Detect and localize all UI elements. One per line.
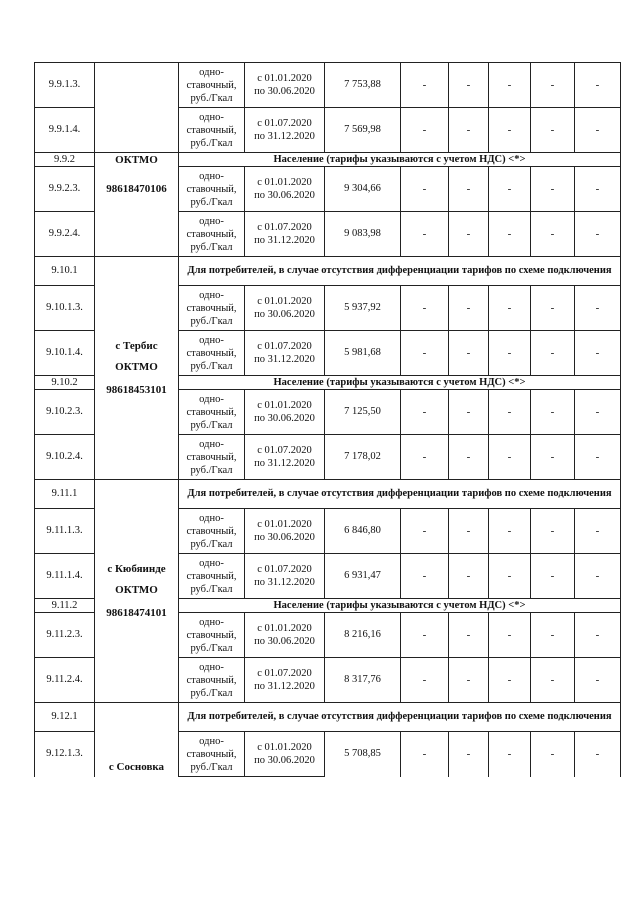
dash-cell: - [531,554,575,599]
tariff-value: 5 708,85 [325,732,401,777]
dash-cell: - [531,435,575,480]
row-code: 9.9.1.4. [35,108,95,153]
tariff-type: одно- ставочный, руб./Гкал [179,331,245,376]
row-code: 9.10.2.4. [35,435,95,480]
dash-cell: - [401,732,449,777]
dash-cell: - [449,658,489,703]
dash-cell: - [575,435,621,480]
row-code: 9.9.2.4. [35,212,95,257]
section-header: Для потребителей, в случае отсутствия дифференциации тарифов по схеме подключения [179,703,621,732]
oktmo-label: ОКТМО [115,583,158,596]
section-header: Население (тарифы указываются с учетом НДС) <*> [179,599,621,613]
tariff-value: 6 846,80 [325,509,401,554]
dash-cell: - [401,509,449,554]
place-cell [95,63,179,153]
dash-cell: - [449,108,489,153]
period: с 01.07.2020 по 31.12.2020 [245,212,325,257]
tariff-type: одно- ставочный, руб./Гкал [179,613,245,658]
dash-cell: - [489,658,531,703]
row-code: 9.10.1.3. [35,286,95,331]
row-code: 9.11.1 [35,480,95,509]
period: с 01.01.2020 по 30.06.2020 [245,390,325,435]
row-code: 9.11.2.3. [35,613,95,658]
tariff-type: одно- ставочный, руб./Гкал [179,167,245,212]
dash-cell: - [531,390,575,435]
dash-cell: - [449,435,489,480]
tariff-type: одно- ставочный, руб./Гкал [179,108,245,153]
dash-cell: - [531,658,575,703]
dash-cell: - [401,331,449,376]
dash-cell: - [575,212,621,257]
row-code: 9.9.1.3. [35,63,95,108]
section-header: Население (тарифы указываются с учетом НДС) <*> [179,376,621,390]
tariff-type: одно- ставочный, руб./Гкал [179,509,245,554]
oktmo-code: 98618453101 [106,383,167,396]
tariff-value: 9 083,98 [325,212,401,257]
period: с 01.07.2020 по 31.12.2020 [245,331,325,376]
oktmo-code: 98618474101 [106,606,167,619]
tariff-value: 6 931,47 [325,554,401,599]
dash-cell: - [449,554,489,599]
table-row [35,63,621,108]
row-code: 9.10.1 [35,257,95,286]
tariff-value: 7 125,50 [325,390,401,435]
tariff-type: одно- ставочный, руб./Гкал [179,435,245,480]
place-oktmo-label: ОКТМО [95,153,179,167]
dash-cell: - [449,509,489,554]
row-code: 9.12.1 [35,703,95,732]
tariff-value: 8 216,16 [325,613,401,658]
tariff-value: 5 937,92 [325,286,401,331]
period: с 01.07.2020 по 31.12.2020 [245,658,325,703]
place-cell [95,167,179,257]
period: с 01.07.2020 по 31.12.2020 [245,108,325,153]
dash-cell: - [489,167,531,212]
table-row [35,153,621,167]
dash-cell: - [449,167,489,212]
period: с 01.01.2020 по 30.06.2020 [245,63,325,108]
dash-cell: - [531,63,575,108]
dash-cell: - [575,732,621,777]
table-row [35,480,621,509]
table-row [35,703,621,732]
tariff-type: одно- ставочный, руб./Гкал [179,390,245,435]
dash-cell: - [449,390,489,435]
tariff-value: 7 178,02 [325,435,401,480]
dash-cell: - [531,331,575,376]
tariff-value: 8 317,76 [325,658,401,703]
dash-cell: - [401,435,449,480]
period: с 01.01.2020 по 30.06.2020 [245,732,325,777]
oktmo-label: ОКТМО [115,360,158,373]
dash-cell: - [489,732,531,777]
table-row [35,257,621,286]
dash-cell: - [449,286,489,331]
dash-cell: - [531,509,575,554]
dash-cell: - [401,658,449,703]
dash-cell: - [531,613,575,658]
dash-cell: - [401,286,449,331]
tariff-value: 7 569,98 [325,108,401,153]
dash-cell: - [489,331,531,376]
period: с 01.01.2020 по 30.06.2020 [245,167,325,212]
tariff-value: 7 753,88 [325,63,401,108]
dash-cell: - [401,167,449,212]
dash-cell: - [449,732,489,777]
section-header: Население (тарифы указываются с учетом НДС) <*> [179,153,621,167]
row-code: 9.10.2 [35,376,95,390]
row-code: 9.9.2.3. [35,167,95,212]
dash-cell: - [489,435,531,480]
period: с 01.01.2020 по 30.06.2020 [245,509,325,554]
tariff-type: одно- ставочный, руб./Гкал [179,212,245,257]
period: с 01.07.2020 по 31.12.2020 [245,435,325,480]
dash-cell: - [575,613,621,658]
dash-cell: - [575,63,621,108]
dash-cell: - [401,108,449,153]
section-header: Для потребителей, в случае отсутствия дифференциации тарифов по схеме подключения [179,257,621,286]
dash-cell: - [575,390,621,435]
dash-cell: - [401,554,449,599]
dash-cell: - [449,212,489,257]
dash-cell: - [489,509,531,554]
tariff-type: одно- ставочный, руб./Гкал [179,286,245,331]
dash-cell: - [575,108,621,153]
dash-cell: - [531,212,575,257]
dash-cell: - [575,331,621,376]
dash-cell: - [575,286,621,331]
dash-cell: - [449,331,489,376]
dash-cell: - [531,108,575,153]
tariff-value: 5 981,68 [325,331,401,376]
dash-cell: - [401,613,449,658]
place-cell-terbis [95,257,179,480]
period: с 01.07.2020 по 31.12.2020 [245,554,325,599]
row-code: 9.11.1.3. [35,509,95,554]
row-code: 9.10.1.4. [35,331,95,376]
dash-cell: - [489,390,531,435]
tariff-table [34,62,621,777]
place-cell-sosnovka [95,703,179,777]
dash-cell: - [489,212,531,257]
row-code: 9.11.2 [35,599,95,613]
dash-cell: - [489,108,531,153]
dash-cell: - [401,390,449,435]
table-row [35,167,621,212]
place-name: с Сосновка [108,760,165,773]
dash-cell: - [449,63,489,108]
tariff-type: одно- ставочный, руб./Гкал [179,63,245,108]
place-name: с Кюбяинде [107,562,166,575]
tariff-type: одно- ставочный, руб./Гкал [179,554,245,599]
dash-cell: - [401,63,449,108]
row-code: 9.11.2.4. [35,658,95,703]
dash-cell: - [489,286,531,331]
dash-cell: - [489,554,531,599]
dash-cell: - [531,167,575,212]
dash-cell: - [531,732,575,777]
tariff-type: одно- ставочный, руб./Гкал [179,658,245,703]
row-code: 9.11.1.4. [35,554,95,599]
dash-cell: - [575,658,621,703]
dash-cell: - [489,63,531,108]
dash-cell: - [449,613,489,658]
place-name: с Тербис [115,339,158,352]
dash-cell: - [575,167,621,212]
dash-cell: - [575,554,621,599]
row-code: 9.10.2.3. [35,390,95,435]
period: с 01.01.2020 по 30.06.2020 [245,286,325,331]
section-header: Для потребителей, в случае отсутствия дифференциации тарифов по схеме подключения [179,480,621,509]
row-code: 9.9.2 [35,153,95,167]
period: с 01.01.2020 по 30.06.2020 [245,613,325,658]
tariff-value: 9 304,66 [325,167,401,212]
tariff-type: одно- ставочный, руб./Гкал [179,732,245,777]
dash-cell: - [489,613,531,658]
row-code: 9.12.1.3. [35,732,95,777]
dash-cell: - [575,509,621,554]
oktmo-code: 98618470106 [106,182,167,195]
dash-cell: - [401,212,449,257]
place-cell-kyubyainde [95,480,179,703]
dash-cell: - [531,286,575,331]
